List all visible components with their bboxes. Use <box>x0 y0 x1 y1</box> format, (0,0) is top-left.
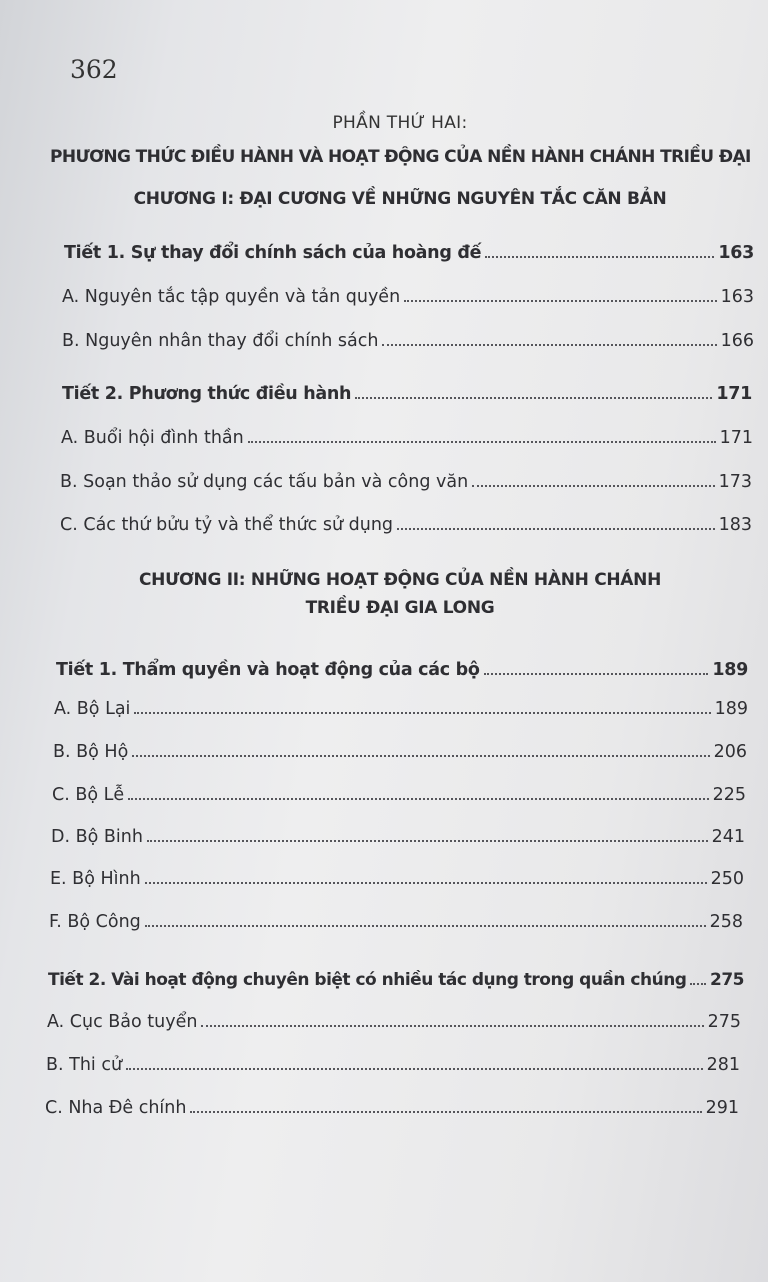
page-number: 362 <box>70 55 118 84</box>
toc-page-number: 206 <box>713 742 747 762</box>
toc-label: B. Nguyên nhân thay đổi chính sách <box>62 331 379 351</box>
chapter-2-title-line2: TRIỀU ĐẠI GIA LONG <box>305 598 495 618</box>
toc-section[interactable] <box>48 970 744 990</box>
toc-entry[interactable] <box>53 742 747 762</box>
toc-label: A. Bộ Lại <box>54 699 131 719</box>
toc-page-number: 163 <box>720 287 754 307</box>
dot-leader <box>132 755 709 757</box>
toc-label: B. Soạn thảo sử dụng các tấu bản và công văn <box>60 472 469 492</box>
toc-entry[interactable] <box>52 785 746 805</box>
part-subtitle: PHƯƠNG THỨC ĐIỀU HÀNH VÀ HOẠT ĐỘNG CỦA NỀN HÀNH CHÁNH TRIỀU ĐẠI <box>50 147 751 167</box>
toc-label: B. Thi cử <box>46 1055 123 1075</box>
toc-section[interactable] <box>56 660 748 680</box>
toc-page-number: 281 <box>706 1055 740 1075</box>
toc-label: B. Bộ Hộ <box>53 742 129 762</box>
dot-leader <box>134 712 710 714</box>
toc-page-number: 189 <box>714 699 748 719</box>
dot-leader <box>128 798 708 800</box>
toc-page-number: 189 <box>712 660 748 680</box>
dot-leader <box>382 344 716 346</box>
toc-label: F. Bộ Công <box>49 912 141 932</box>
dot-leader <box>201 1025 703 1027</box>
toc-page-number: 250 <box>710 869 744 889</box>
dot-leader <box>485 256 714 258</box>
toc-label: A. Cục Bảo tuyển <box>47 1012 198 1032</box>
toc-page-number: 241 <box>711 827 745 847</box>
toc-entry[interactable] <box>61 428 753 448</box>
part-title: PHẦN THỨ HAI: <box>332 113 468 133</box>
toc-entry[interactable] <box>62 287 754 307</box>
toc-page-number: 171 <box>716 384 752 404</box>
dot-leader <box>190 1111 701 1113</box>
toc-label: C. Bộ Lễ <box>52 785 125 805</box>
chapter-2-title: CHƯƠNG II: NHỮNG HOẠT ĐỘNG CỦA NỀN HÀNH CHÁNH <box>138 570 662 590</box>
toc-entry[interactable] <box>49 912 743 932</box>
toc-page-number: 225 <box>712 785 746 805</box>
dot-leader <box>690 983 706 985</box>
toc-label: E. Bộ Hình <box>50 869 141 889</box>
dot-leader <box>472 485 714 487</box>
toc-entry[interactable] <box>45 1098 739 1118</box>
toc-label: Tiết 1. Sự thay đổi chính sách của hoàng đế <box>64 243 482 263</box>
toc-label: Tiết 1. Thẩm quyền và hoạt động của các bộ <box>56 660 480 680</box>
dot-leader <box>145 925 706 927</box>
toc-entry[interactable] <box>54 699 748 719</box>
toc-page-number: 166 <box>720 331 754 351</box>
dot-leader <box>484 673 709 675</box>
toc-entry[interactable] <box>50 869 744 889</box>
toc-label: C. Nha Đê chính <box>45 1098 187 1118</box>
toc-entry[interactable] <box>60 472 752 492</box>
dot-leader <box>355 397 712 399</box>
toc-section[interactable] <box>64 243 754 263</box>
toc-entry[interactable] <box>60 515 752 535</box>
dot-leader <box>145 882 707 884</box>
toc-entry[interactable] <box>51 827 745 847</box>
toc-label: C. Các thứ bửu tỷ và thể thức sử dụng <box>60 515 394 535</box>
toc-page-number: 275 <box>710 970 744 990</box>
toc-section[interactable] <box>62 384 752 404</box>
toc-page-number: 163 <box>718 243 754 263</box>
toc-page-number: 291 <box>705 1098 739 1118</box>
toc-entry[interactable] <box>62 331 754 351</box>
toc-entry[interactable] <box>47 1012 741 1032</box>
toc-page-number: 258 <box>709 912 743 932</box>
toc-label: A. Buổi hội đình thần <box>61 428 244 448</box>
toc-label: A. Nguyên tắc tập quyền và tản quyền <box>62 287 401 307</box>
toc-page-number: 171 <box>719 428 753 448</box>
dot-leader <box>147 840 708 842</box>
toc-page-number: 275 <box>707 1012 741 1032</box>
dot-leader <box>126 1068 703 1070</box>
toc-page-number: 183 <box>718 515 752 535</box>
dot-leader <box>248 441 716 443</box>
chapter-1-title: CHƯƠNG I: ĐẠI CƯƠNG VỀ NHỮNG NGUYÊN TẮC CĂN BẢN <box>133 189 667 209</box>
toc-label: D. Bộ Binh <box>51 827 143 847</box>
toc-entry[interactable] <box>46 1055 740 1075</box>
toc-label: Tiết 2. Vài hoạt động chuyên biệt có nhiều tác dụng trong quần chúng <box>48 970 687 990</box>
toc-page-number: 173 <box>718 472 752 492</box>
dot-leader <box>404 300 716 302</box>
toc-label: Tiết 2. Phương thức điều hành <box>62 384 352 404</box>
dot-leader <box>397 528 715 530</box>
